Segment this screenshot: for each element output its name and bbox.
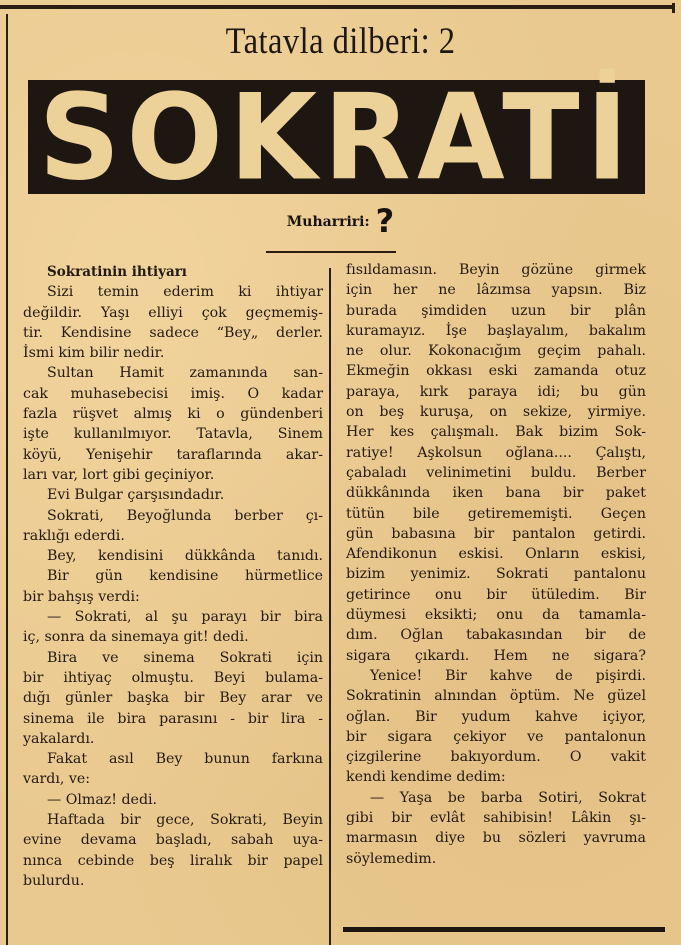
story-title: SOKRATİ (38, 69, 635, 208)
text-line: sigara çıkardı. Hem ne sigara? (346, 647, 646, 664)
text-line: — Yaşa be barba Sotiri, Sokrat (370, 789, 646, 806)
text-line: Sokratinin alnından öptüm. Ne güzel (346, 688, 646, 705)
text-line: bir bahşış verdi: (23, 588, 140, 605)
text-line: Haftada bir gece, Sokrati, Beyin (47, 812, 323, 829)
text-line: evine devama başladı, sabah uya- (23, 832, 323, 849)
text-line: oğlan. Bir yudum kahve içiyor, (346, 708, 646, 725)
series-kicker: Tatavla dilberi: 2 (225, 21, 456, 62)
text-line: tütün bile getirememişti. Geçen (346, 505, 646, 522)
text-line: dım. Oğlan tabakasından bir de (346, 627, 646, 644)
text-line: Evi Bulgar çarşısındadır. (47, 487, 225, 504)
text-line: kuramayız. İşe başlayalım, bakalım (346, 322, 646, 339)
text-line: raklığı ederdi. (23, 527, 125, 544)
text-line: gün babasına bir pantalon getirdi. (346, 525, 646, 542)
text-line: on beş kuruşa, on sekize, yirmiye. (346, 404, 646, 421)
byline-author: ? (375, 202, 395, 240)
text-line: vardı, ve: (23, 771, 91, 788)
text-line: Yenice! Bir kahve de pişirdi. (370, 667, 646, 684)
text-line: ratiye! Aşkolsun oğlana.... Çalıştı, (346, 444, 646, 461)
text-line: Bir gün kendisine hürmetlice (47, 568, 323, 585)
text-line: Fakat asıl Bey bunun farkına (47, 751, 323, 768)
text-line: Sultan Hamit zamanında san- (47, 365, 323, 382)
left-border-rule (6, 14, 8, 945)
text-line: söylemedim. (346, 850, 437, 867)
text-line: işte kullanılmıyor. Tatavla, Sinem (23, 426, 323, 443)
text-line: sinema ile bira parasını - bir lira - (23, 710, 323, 727)
text-line: için her ne lâzımsa yapsın. Biz (346, 282, 646, 299)
text-line: kendi kendime dedim: (346, 769, 506, 786)
text-line: düymesi eksikti; onu da tamamla- (346, 607, 646, 624)
column-divider (329, 268, 331, 945)
text-line: Bey, kendisini dükkânda tanıdı. (47, 548, 323, 565)
text-line: nınca cebinde beş liralık bir papel (23, 852, 323, 869)
text-line: getirince onu bir ütüledim. Bir (346, 586, 646, 603)
text-line: ları var, lort gibi geçiniyor. (23, 466, 215, 483)
text-line: dükkânında iken bana bir paket (346, 485, 646, 502)
text-line: köyü, Yenişehir taraflarında akar- (23, 446, 323, 463)
text-line: dığı günler başka bir Bey arar ve (23, 690, 323, 707)
title-banner (28, 69, 645, 208)
text-line: burada şimdiden uzun bir plân (346, 302, 646, 319)
left-column (23, 262, 323, 891)
text-line: Ekmeğin okkası eski zamanda otuz (346, 363, 646, 380)
text-line: çizgilerine bakıyordum. O vakit (346, 749, 646, 766)
text-line: değildir. Yaşı elliyi çok geçmemiş- (23, 304, 323, 321)
section-heading: Sokratinin ihtiyarı (47, 264, 187, 280)
text-line: bir ihtiyaç olmuştu. Beyi bulama- (23, 669, 323, 686)
text-line: bizim yenimiz. Sokrati pantalonu (346, 566, 646, 583)
top-border-rule (0, 5, 675, 9)
text-line: Bira ve sinema Sokrati için (47, 649, 323, 666)
text-line: bulurdu. (23, 872, 85, 889)
text-line: fazla rüşvet almış ki o gündenberi (23, 406, 323, 423)
byline (0, 202, 681, 240)
text-line: — Sokrati, al şu parayı bir bira (47, 609, 323, 626)
text-line: paraya, kırk paraya idi; bu gün (346, 383, 646, 400)
byline-label: Muharriri: (286, 214, 370, 230)
top-border-corner (672, 3, 675, 13)
right-column (346, 260, 646, 869)
text-line: Her kes çalışmalı. Bak bizim Sok- (346, 424, 646, 441)
text-line: bir sigara çekiyor ve pantalonun (346, 728, 646, 745)
text-line: gibi bir evlât sahibisin! Lâkin şı- (346, 810, 646, 827)
text-line: Sizi temin ederim ki ihtiyar (47, 284, 323, 301)
text-line: iç, sonra da sinemaya git! dedi. (23, 629, 249, 646)
text-line: marmasın diye bu sözleri yavruma (346, 830, 646, 847)
text-line: İsmi kim bilir nedir. (23, 345, 165, 362)
end-of-article-rule (343, 927, 665, 932)
text-line: çabaladı velinimetini buldu. Berber (346, 464, 646, 481)
byline-rule (266, 251, 396, 253)
text-line: — Olmaz! dedi. (47, 791, 158, 808)
text-line: yakalardı. (23, 730, 95, 747)
text-line: fısıldamasın. Beyin gözüne girmek (346, 262, 646, 278)
text-line: Afendikonun eskisi. Onların eskisi, (346, 546, 646, 563)
text-line: Sokrati, Beyoğlunda berber çı- (47, 507, 323, 524)
text-line: cak muhasebecisi imiş. O kadar (23, 385, 323, 402)
text-line: tir. Kendisine sadece “Bey„ derler. (23, 324, 323, 341)
text-line: ne olur. Kokonacığım geçim pahalı. (346, 343, 646, 360)
